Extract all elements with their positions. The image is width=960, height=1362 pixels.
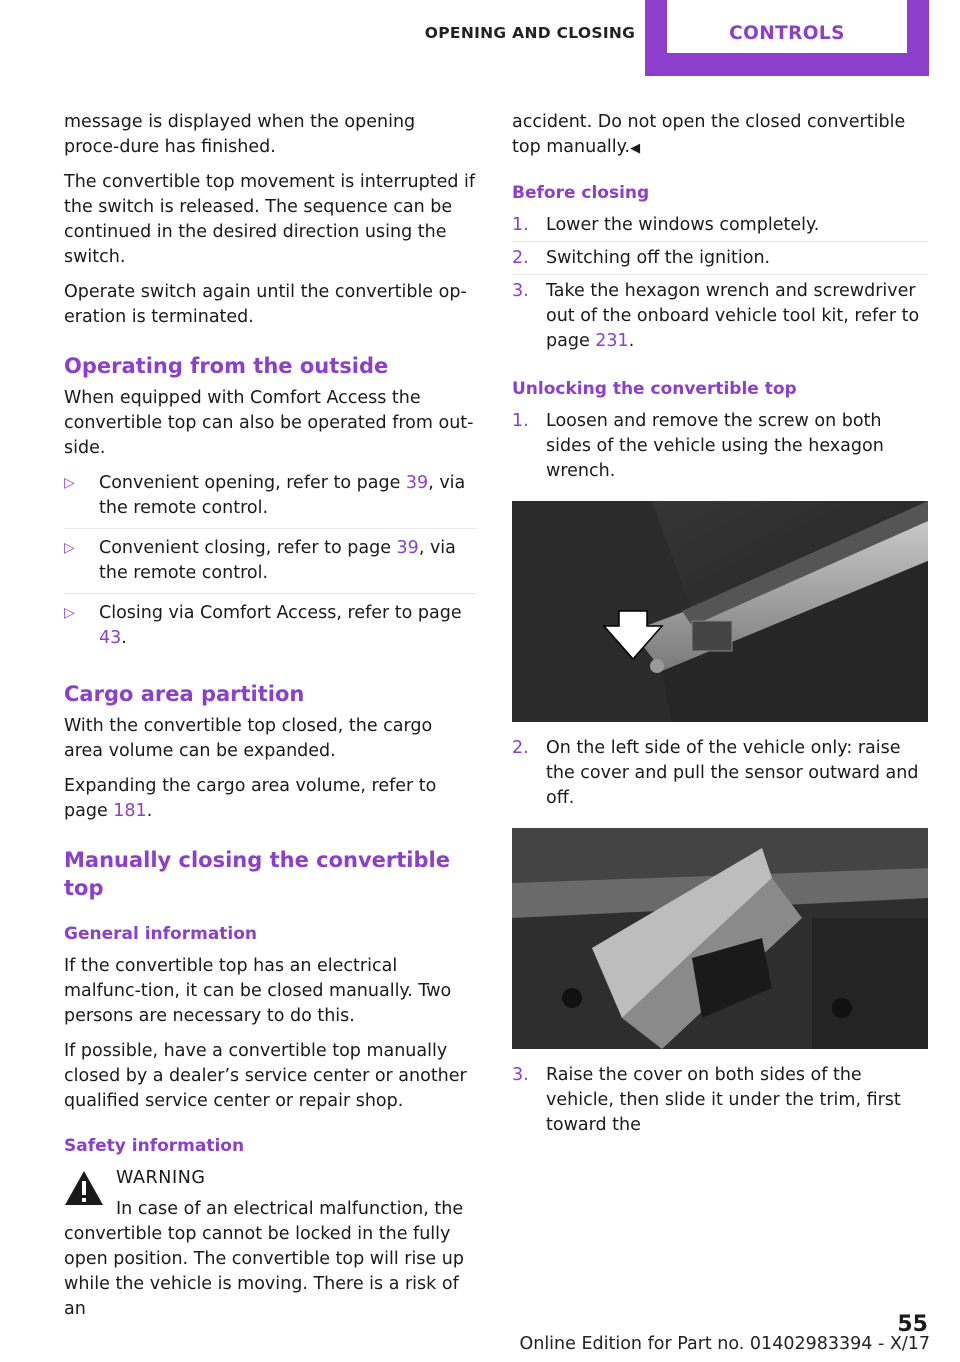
triangle-bullet-icon: ▷ bbox=[64, 475, 75, 491]
step-item: 1. Loosen and remove the screw on both sides of the vehicle using the hexagon wrench. bbox=[512, 411, 884, 481]
warning-block bbox=[64, 1166, 476, 1322]
right-column bbox=[512, 110, 928, 1145]
step-item: 3. Raise the cover on both sides of the vehicle, then slide it under the trim, first toward the bbox=[512, 1065, 901, 1135]
subheading-general-info: General information bbox=[64, 924, 258, 944]
page-link[interactable]: 39 bbox=[405, 473, 429, 493]
paragraph: The convertible top movement is interrupted if the switch is released. The sequence can be continued in the desired direction using the switch. bbox=[64, 172, 476, 267]
steps-unlocking bbox=[512, 409, 928, 487]
page-number: 55 bbox=[897, 1312, 928, 1337]
step-item: 1. Lower the windows completely. bbox=[512, 213, 928, 242]
step-item: 2. Switching off the ignition. bbox=[512, 246, 928, 275]
end-mark-icon: ◀ bbox=[630, 141, 641, 156]
page-link[interactable]: 231 bbox=[595, 331, 629, 351]
paragraph: Operate switch again until the convertible op‐eration is terminated. bbox=[64, 282, 467, 327]
page-link[interactable]: 43 bbox=[99, 628, 122, 648]
page-link[interactable]: 181 bbox=[113, 801, 147, 821]
chapter-tab-label: CONTROLS bbox=[667, 0, 907, 53]
paragraph: accident. Do not open the closed convertible top manually.◀ bbox=[512, 112, 906, 157]
footer-edition: Online Edition for Part no. 01402983394 - X/17 bbox=[519, 1334, 930, 1354]
photo-sensor-cover bbox=[512, 828, 928, 1049]
list-item: ▷ Convenient closing, refer to page 39, via the remote control. bbox=[64, 536, 476, 594]
list-item: ▷ Convenient opening, refer to page 39, via the remote control. bbox=[64, 471, 476, 529]
chapter-tab bbox=[645, 0, 929, 76]
bullet-list bbox=[64, 471, 476, 658]
list-item: ▷ Closing via Comfort Access, refer to page 43. bbox=[64, 603, 462, 648]
steps-unlocking-cont bbox=[512, 736, 928, 814]
triangle-bullet-icon: ▷ bbox=[64, 540, 75, 556]
photo-hexagon-screw bbox=[512, 501, 928, 722]
page-link[interactable]: 39 bbox=[396, 538, 419, 558]
paragraph: message is displayed when the opening proce‐dure has finished. bbox=[64, 112, 416, 157]
running-header-section: OPENING AND CLOSING bbox=[424, 24, 636, 42]
paragraph: If the convertible top has an electrical malfunc‐tion, it can be closed manually. Two persons are necessary to do this. bbox=[64, 956, 452, 1026]
subheading-safety-info: Safety information bbox=[64, 1136, 245, 1156]
heading-cargo-partition: Cargo area partition bbox=[64, 682, 305, 706]
subheading-unlocking: Unlocking the convertible top bbox=[512, 379, 797, 399]
step-item: 3. Take the hexagon wrench and screwdriver out of the onboard vehicle tool kit, refer to page 231. bbox=[512, 281, 920, 351]
left-column bbox=[64, 110, 476, 1322]
warning-body: In case of an electrical malfunction, the convertible top cannot be locked in the fully open position. The convertible top will rise up while the vehicle is moving. There is a risk of an bbox=[64, 1199, 464, 1319]
heading-manual-closing: Manually closing the convertible top bbox=[64, 848, 450, 900]
warning-title: WARNING bbox=[116, 1168, 206, 1188]
steps-unlocking-cont2 bbox=[512, 1063, 928, 1141]
warning-triangle-icon bbox=[64, 1170, 104, 1206]
step-item: 2. On the left side of the vehicle only: raise the cover and pull the sensor outward and off. bbox=[512, 738, 919, 808]
paragraph: When equipped with Comfort Access the convertible top can also be operated from out‐side. bbox=[64, 388, 474, 458]
paragraph: Expanding the cargo area volume, refer to page 181. bbox=[64, 776, 437, 821]
triangle-bullet-icon: ▷ bbox=[64, 605, 75, 621]
paragraph: If possible, have a convertible top manually closed by a dealer’s service center or another qualified service center or repair shop. bbox=[64, 1041, 467, 1111]
paragraph: With the convertible top closed, the cargo area volume can be expanded. bbox=[64, 716, 433, 761]
steps-before-closing bbox=[512, 213, 928, 357]
heading-operating-outside: Operating from the outside bbox=[64, 354, 389, 378]
subheading-before-closing: Before closing bbox=[512, 183, 650, 203]
